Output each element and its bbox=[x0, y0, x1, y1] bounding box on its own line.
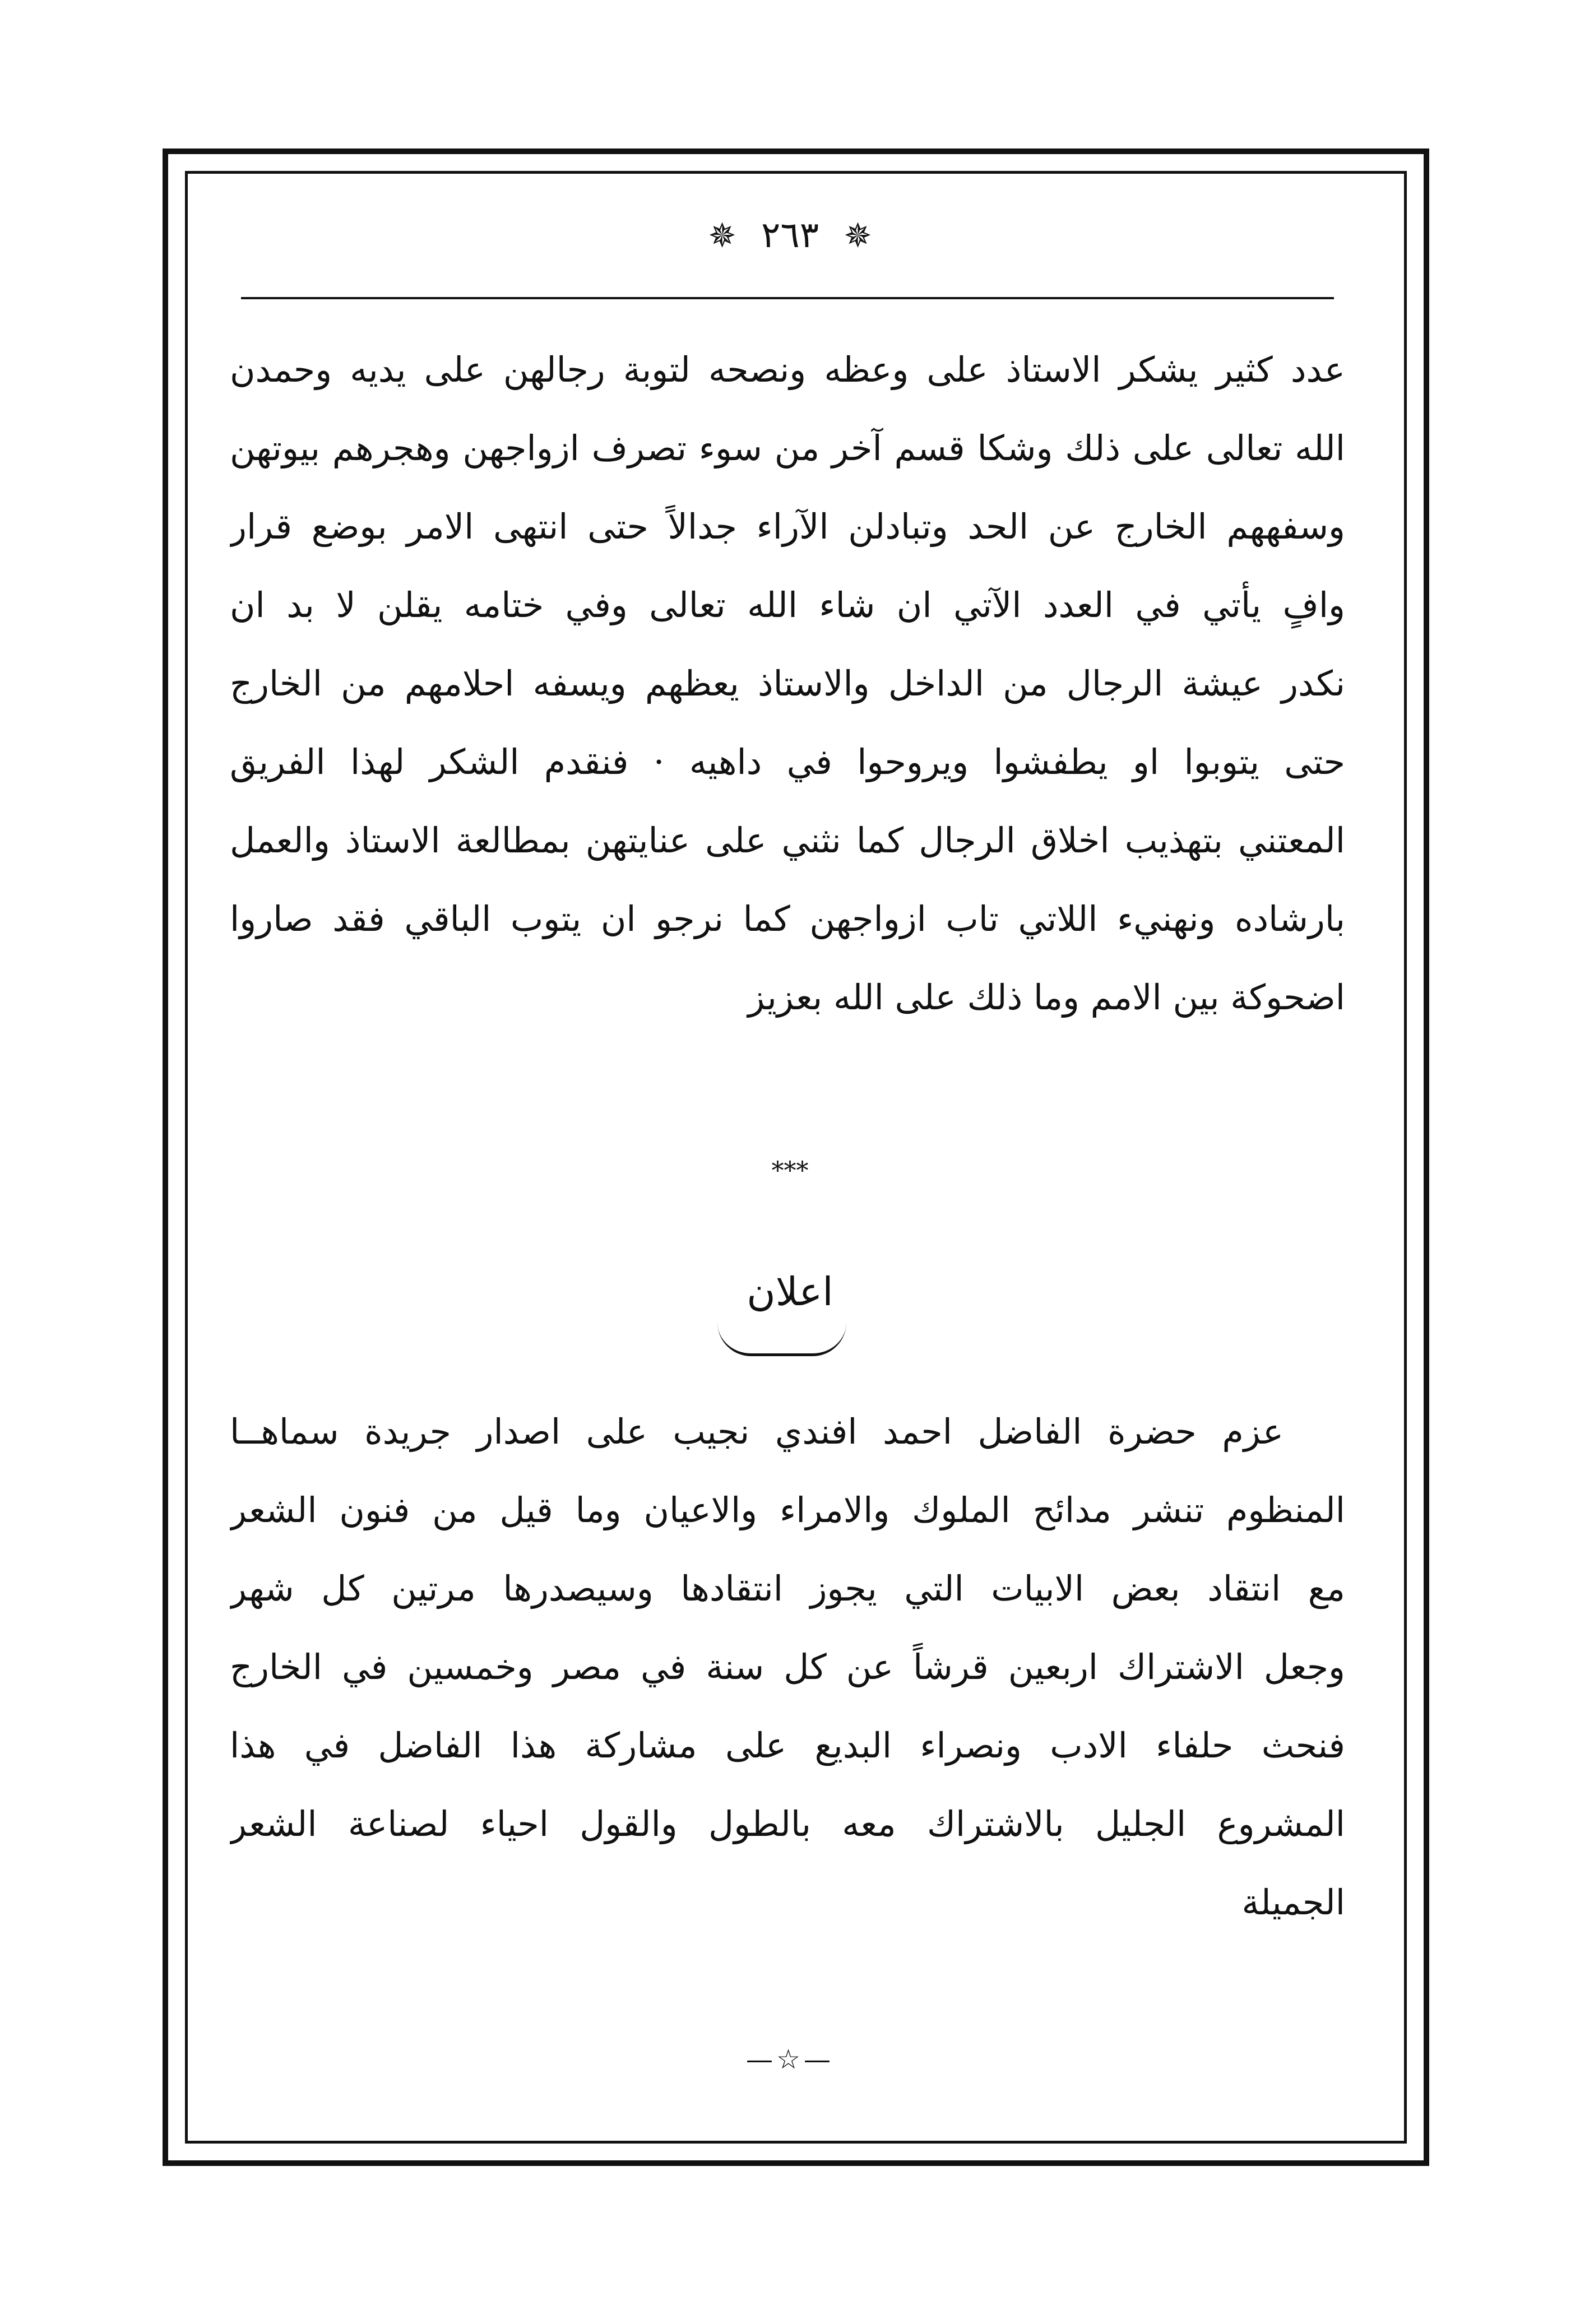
page-header bbox=[0, 210, 1580, 261]
announcement-line: المنظوم تنشر مدائح الملوك والامراء والاعيان وما قيل من فنون الشعر bbox=[230, 1490, 1345, 1530]
article-line: حتى يتوبوا او يطفشوا ويروحوا في داهيه · فنقدم الشكر لهذا الفريق bbox=[230, 741, 1345, 782]
announcement-line: عزم حضرة الفاضل احمد افندي نجيب على اصدار جريدة سماهــا bbox=[230, 1411, 1284, 1452]
article-line: المعتني بتهذيب اخلاق الرجال كما نثني على عنايتهن بمطالعة الاستاذ والعمل bbox=[230, 820, 1345, 861]
announcement-line: وجعل الاشتراك اربعين قرشاً عن كل سنة في مصر وخمسين في الخارج bbox=[230, 1646, 1345, 1687]
header-rule bbox=[241, 297, 1334, 299]
announcement-heading: اعلان bbox=[747, 1269, 833, 1315]
article-line: نكدر عيشة الرجال من الداخل والاستاذ يعظهم ويسفه احلامهم من الخارج bbox=[230, 663, 1345, 704]
end-ornament: —☆— bbox=[745, 2044, 835, 2075]
article-line: الله تعالى على ذلك وشكا قسم آخر من سوء تصرف ازواجهن وهجرهم بيوتهن bbox=[230, 428, 1345, 468]
announcement-body bbox=[230, 1393, 1345, 1942]
heading-flourish bbox=[717, 1323, 846, 1356]
announcement-line: المشروع الجليل بالاشتراك معه بالطول والقول احياء لصناعة الشعر bbox=[230, 1803, 1345, 1844]
article-line: وسفههم الخارج عن الحد وتبادلن الآراء جدالاً حتى انتهى الامر بوضع قرار bbox=[230, 506, 1345, 547]
star-ornament-icon: ✵ bbox=[708, 216, 736, 256]
article-line: بارشاده ونهنيء اللاتي تاب ازواجهن كما نرجو ان يتوب الباقي فقد صاروا bbox=[230, 898, 1345, 939]
announcement-line: فنحث حلفاء الادب ونصراء البديع على مشاركة هذا الفاضل في هذا bbox=[230, 1725, 1345, 1766]
article-body bbox=[230, 331, 1345, 1037]
announcement-line: الجميلة bbox=[1241, 1882, 1345, 1923]
article-line: اضحوكة بين الامم وما ذلك على الله بعزيز bbox=[748, 977, 1345, 1018]
section-separator: *** bbox=[771, 1157, 809, 1185]
article-line: وافٍ يأتي في العدد الآتي ان شاء الله تعالى وفي ختامه يقلن لا بد ان bbox=[230, 585, 1345, 625]
announcement-line: مع انتقاد بعض الابيات التي يجوز انتقادها وسيصدرها مرتين كل شهر bbox=[230, 1568, 1345, 1609]
star-ornament-icon: ✵ bbox=[844, 216, 872, 256]
page-number: ٢٦٣ bbox=[761, 215, 819, 256]
article-line: عدد كثير يشكر الاستاذ على وعظه ونصحه لتوبة رجالهن على يديه وحمدن bbox=[230, 349, 1345, 390]
